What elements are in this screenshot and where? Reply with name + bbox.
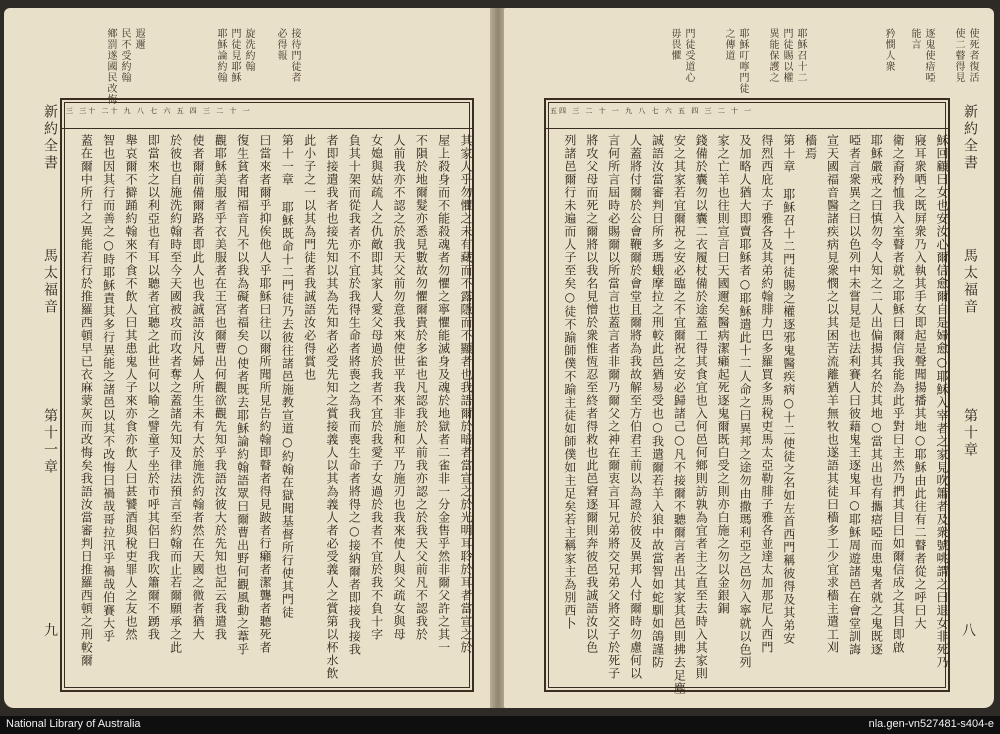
- ruler-labels: 五四 三 二 十 一 九 八 七 六 五 四 三 二 十 一: [550, 107, 754, 115]
- text-column: 負其十架而從我者亦不宜於我得生命者將喪之為我而喪生命者將得之○接納爾者即接我接我: [347, 134, 362, 656]
- top-note: 能言: [909, 28, 920, 50]
- top-note: 耶穌論約翰: [215, 28, 226, 83]
- right-page: [504, 8, 994, 708]
- top-note: 使死者復活: [967, 28, 978, 83]
- image-identifier: nla.gen-vn527481-s404-e: [868, 718, 994, 730]
- top-note: 必得報: [275, 28, 286, 61]
- text-column: 及加略人猶大即賣耶穌者○耶穌遣此十二人命之曰異邦之途勿由撒瑪利亞之邑勿入寧就以色列: [738, 134, 752, 669]
- footer-bar: [0, 716, 1000, 734]
- text-column: 人蓋將付爾於公會鞭爾於會堂且爾將為我故解至方伯君王前以為證於彼及異邦人付爾時勿慮何以: [628, 134, 643, 680]
- text-column: 於彼也自施洗約翰時至今天國被攻而攻者奪之蓋諸先知及律法預言至約翰而止若爾願承之此: [168, 134, 183, 654]
- chapter-heading: 第十一章: [42, 408, 58, 476]
- page-number: 八: [962, 623, 976, 639]
- top-note: 耶穌召十二: [795, 28, 806, 83]
- top-note: 耶穌叮嚀門徒: [737, 28, 748, 94]
- right-text-frame: [544, 98, 950, 695]
- text-column: 曰當來者爾乎抑俟他人乎耶穌曰往以爾所聞所見告約翰即瞽者得見跛者行癩者潔聾者聽死者: [258, 134, 272, 654]
- top-note: 門徒受道心: [683, 28, 694, 83]
- text-column: 者即接遣我者也接先知以其為先知者必受先知之賞接義人以其為義人者必受義人之賞第以杯水飲: [325, 134, 339, 680]
- top-note: 毋畏懼: [669, 28, 680, 61]
- text-column: 將攻父母而死之爾將以我名見憎於衆惟恆忍至終者得救也此邑窘逐爾則奔彼邑我誠語汝以色: [584, 134, 599, 654]
- top-note: 異能保護之: [767, 28, 778, 83]
- text-column: 蓋在爾中所行之異能若行於推羅西頓早已衣麻蒙灰而改悔矣我語汝當審判日推羅西頓之刑較爾: [79, 134, 94, 667]
- text-column: 得烈西庇太子雅各及其弟約翰腓力巴多羅買多馬稅吏馬太亞勒腓子雅各並達太加那尼人西門: [759, 134, 774, 654]
- text-column: 宣天國福音醫諸疾病見衆憫之以其困苦流離猶羊無牧也遂語其徒曰穡多工少宜求穡主遣工刈: [825, 134, 840, 654]
- text-column: 啞者言衆異之曰以色列中未嘗見是也法利賽人曰彼藉鬼王逐鬼耳○耶穌周遊諸邑在會堂訓誨: [847, 134, 862, 656]
- book-title: 新約全書: [962, 104, 978, 172]
- left-page: [4, 8, 492, 708]
- text-column: 屋上殺身而不能殺魂者勿懼之寧懼能滅身及魂於地獄者二雀非一分金售乎然非爾父許之其一: [436, 134, 451, 654]
- top-note: 之傳道: [723, 28, 734, 61]
- ruler-labels: 三 三十 二十 九 八 七 六 五 四 三 二 十 一: [66, 107, 252, 115]
- top-note: 門徒賜以權: [781, 28, 792, 83]
- text-column: 觀耶穌美服者乎衣美服者在王宮也爾曹出何觀欲觀先知乎我語汝彼大於先知也記云我遣我: [213, 134, 228, 641]
- text-column: 舉哀爾不擗踊約翰來不食不飲人曰其患鬼人子來亦食亦飲人曰甚饕酒與稅吏罪人之友也然: [124, 134, 138, 641]
- text-column: 第十章 耶穌召十二門徒賜之權逐邪鬼醫疾病○十二使徒之名如左首西門稱彼得及其弟安: [781, 134, 796, 645]
- text-column: 耶穌嚴戒之曰慎勿令人知之二人出偏揚其名於其地○當其出也有攜瘖啞而患鬼者就之鬼既逐: [869, 134, 884, 656]
- text-column: 穡焉: [803, 134, 818, 160]
- gospel-title: 馬太福音: [42, 248, 58, 316]
- text-column: 即當來之以利亞也有耳以聽者宜聽之此世何以喻之譬童子坐於市呼其侶曰我吹簫爾不踴我: [146, 134, 161, 641]
- text-column: 寢耳衆哂之既屛衆乃入執其手女即起是聲聞揚播其地○耶穌由此往有二瞽者從之呼曰大: [913, 134, 928, 630]
- library-credit: National Library of Australia: [6, 718, 141, 730]
- text-column: 復生貧者聞福音凡不以我為礙者福矣○使者既去耶穌論約翰語眾曰爾曹出野何觀風動之葦乎: [235, 134, 250, 656]
- text-column: 家之亡羊也往則宣言曰天國邇矣醫病潔癩起死逐鬼爾既白受之則亦白施之勿以金銀銅: [716, 134, 731, 615]
- top-note: 遐邇: [133, 28, 144, 50]
- text-column: 言何所言屆時必賜爾以所當言也蓋言者非爾乃爾父之神在爾衷言耳兄弟將交兄弟父將交子於死子: [606, 134, 621, 680]
- top-note: 使二瞽得見: [953, 28, 964, 83]
- text-column: 誠語汝當審判日所多瑪蛾摩拉之刑較此邑猶易受也○我遣爾若羊入狼中故當智如蛇馴如鴿謹防: [650, 134, 665, 669]
- text-column: 人前我亦不認之於我天父前勿意我來使世平我來非施和平乃施刃也我來使人與父疏女與母: [392, 134, 406, 641]
- gospel-title: 馬太福音: [962, 248, 978, 316]
- text-column: 使者爾前備爾路者即此人也我誠語汝凡婦人所生未有大於施洗約翰者然在天國之微者猶大: [191, 134, 205, 641]
- text-column: 智也因其行而善之○時耶穌責其多行異能之諸邑以其不改悔曰禍哉哥拉汛乎禍哉伯賽大乎: [101, 134, 116, 643]
- top-note: 逐鬼使瘖啞: [923, 28, 934, 83]
- text-column: 列諸邑爾行未遍而人子至矣○徒不踰師僕不踰主徒如師僕如主足矣若主稱家主為別西卜: [562, 134, 577, 630]
- top-note: 門徒見耶穌: [229, 28, 240, 83]
- line-ruler: [62, 100, 472, 129]
- text-column: 其家人乎勿懼之未有藏而不露隱而不顯者也我語爾於暗者當宣之於光明耳聆於耳者當宣之於: [459, 134, 473, 654]
- left-text-frame: [60, 98, 474, 692]
- text-column: 衛之裔矜恤我入室瞽者就之耶穌曰爾信我能為此乎對曰主然乃捫其目曰如爾信成之其目即啟: [891, 134, 906, 654]
- text-column: 不隕於地爾髮亦悉見數故勿懼爾貴於多雀也凡認我於人前我亦認之於我天父前凡不認我於: [414, 134, 429, 641]
- chapter-heading: 第十章: [962, 408, 978, 459]
- top-note: 民不受約翰: [119, 28, 130, 83]
- page-number: 九: [44, 623, 58, 639]
- text-column: 錢備於囊勿以囊二衣履杖備於途蓋工得其食宜也入何邑何鄉則訪孰為宜者主之直至去時入其家則: [694, 134, 709, 680]
- line-ruler: [546, 100, 948, 129]
- text-column: 此小子之一以其為門徒者我誠語汝必得賞也: [302, 134, 317, 381]
- top-note: 接待門徒者: [289, 28, 300, 83]
- text-column: 穌回顧曰女也安汝心爾信愈爾自是婦愈○耶穌入宰者之家見吹簫者及衆號咷謂之曰退女非死乃: [935, 134, 949, 669]
- text-column: 女媳與姑疏人之仇敵即其家人愛父母過於我者不宜於我愛子女過於我者不宜於我不負十字: [369, 134, 384, 641]
- top-note: 鄉罰遂國民改悔: [105, 28, 116, 105]
- book-title: 新約全書: [42, 104, 58, 172]
- top-note: 矜憫人衆: [883, 28, 894, 72]
- text-column: 第十一章 耶穌既命十二門徒乃去彼往諸邑施教宣道○約翰在獄聞基督所行使其門徒: [280, 134, 295, 619]
- text-column: 安之其家若宜爾祝之安必臨之不宜爾祝之安必歸諸己○凡不接爾不聽爾言者出其家其邑則拂去足塵: [672, 134, 687, 695]
- top-note: 旋洗約翰: [243, 28, 254, 72]
